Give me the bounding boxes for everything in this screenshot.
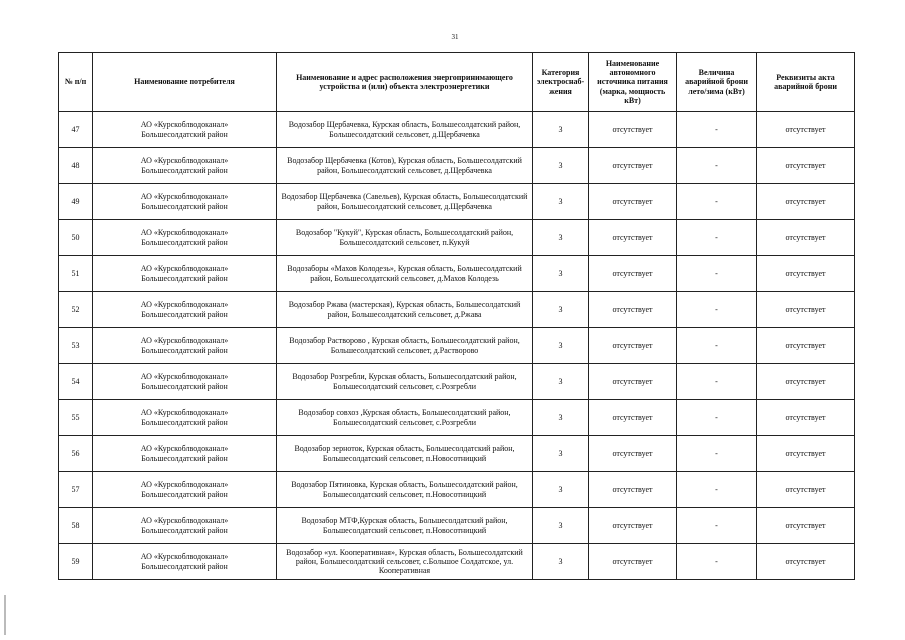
consumer-table (58, 52, 855, 580)
consumer-cell (93, 112, 277, 148)
reserve-cell: - (677, 328, 757, 364)
consumer-name: АО «Курскоблводоканал» (140, 444, 229, 454)
act-cell: отсутствует (757, 508, 855, 544)
act-cell: отсутствует (757, 328, 855, 364)
power-source-cell: отсутствует (589, 328, 677, 364)
consumer-cell (93, 436, 277, 472)
category-cell: 3 (533, 292, 589, 328)
power-source-cell: отсутствует (589, 148, 677, 184)
consumer-name: АО «Курскоблводоканал» (140, 408, 229, 418)
row-number: 54 (59, 364, 93, 400)
consumer-name: АО «Курскоблводоканал» (140, 552, 229, 562)
power-source-cell: отсутствует (589, 112, 677, 148)
power-source-cell: отсутствует (589, 220, 677, 256)
table-row (59, 364, 855, 400)
act-cell: отсутствует (757, 364, 855, 400)
consumer-cell (93, 364, 277, 400)
address-cell: Водозабор совхоз ,Курская область, Большесолдатский район, Большесолдатский сельсовет, с.Розгребли (277, 400, 533, 436)
consumer-name: АО «Курскоблводоканал» (140, 192, 229, 202)
header-act: Реквизиты акта аварийной брони (757, 53, 855, 112)
address-cell: Водозабор "Кукуй", Курская область, Большесолдатский район, Большесолдатский сельсовет, п.Кукуй (277, 220, 533, 256)
row-number: 59 (59, 544, 93, 580)
consumer-cell (93, 148, 277, 184)
act-cell: отсутствует (757, 148, 855, 184)
power-source-cell: отсутствует (589, 256, 677, 292)
consumer-district: Большесолдатский район (141, 237, 228, 247)
reserve-cell: - (677, 256, 757, 292)
power-source-cell: отсутствует (589, 508, 677, 544)
power-source-cell: отсутствует (589, 436, 677, 472)
reserve-cell: - (677, 220, 757, 256)
page-number: 31 (451, 33, 459, 41)
reserve-cell: - (677, 436, 757, 472)
table-header-row (59, 53, 855, 112)
consumer-district: Большесолдатский район (141, 273, 228, 283)
address-cell: Водозабор Растворово , Курская область, Большесолдатский район, Большесолдатский сельсовет, д.Растворово (277, 328, 533, 364)
power-source-cell: отсутствует (589, 364, 677, 400)
row-number: 53 (59, 328, 93, 364)
consumer-cell (93, 256, 277, 292)
table-row (59, 292, 855, 328)
reserve-cell: - (677, 544, 757, 580)
power-source-cell: отсутствует (589, 292, 677, 328)
address-cell: Водозабор Пятиновка, Курская область, Большесолдатский район, Большесолдатский сельсовет, п.Новосотницкий (277, 472, 533, 508)
table-body (59, 112, 855, 580)
address-cell: Водозабор Щербачевка, Курская область, Большесолдатский район, Большесолдатский сельсовет, д.Щербачевка (277, 112, 533, 148)
category-cell: 3 (533, 508, 589, 544)
address-cell: Водозабор Розгребли, Курская область, Большесолдатский район, Большесолдатский сельсовет, с.Розгребли (277, 364, 533, 400)
table-row (59, 544, 855, 580)
consumer-name: АО «Курскоблводоканал» (140, 372, 229, 382)
consumer-name: АО «Курскоблводоканал» (140, 264, 229, 274)
consumer-name: АО «Курскоблводоканал» (140, 156, 229, 166)
row-number: 50 (59, 220, 93, 256)
address-cell: Водозабор МТФ,Курская область, Большесолдатский район, Большесолдатский сельсовет, п.Новосотницкий (277, 508, 533, 544)
table-row (59, 256, 855, 292)
row-number: 55 (59, 400, 93, 436)
category-cell: 3 (533, 364, 589, 400)
consumer-district: Большесолдатский район (141, 309, 228, 319)
consumer-cell (93, 400, 277, 436)
act-cell: отсутствует (757, 436, 855, 472)
act-cell: отсутствует (757, 220, 855, 256)
consumer-cell (93, 184, 277, 220)
address-cell: Водозабор Щербачевка (Савельев), Курская область, Большесолдатский район, Большесолдатский сельсовет, д.Щербачевка (277, 184, 533, 220)
table-row (59, 328, 855, 364)
address-cell: Водозабор зерноток, Курская область, Большесолдатский район, Большесолдатский сельсовет, п.Новосотницкий (277, 436, 533, 472)
act-cell: отсутствует (757, 544, 855, 580)
reserve-cell: - (677, 292, 757, 328)
act-cell: отсутствует (757, 184, 855, 220)
act-cell: отсутствует (757, 256, 855, 292)
header-number: № п/п (59, 53, 93, 112)
consumer-name: АО «Курскоблводоканал» (140, 480, 229, 490)
header-category: Категория электроснаб-жения (533, 53, 589, 112)
address-cell: Водозаборы «Махов Колодезь», Курская область, Большесолдатский район, Большесолдатский сельсовет, д.Махов Колодезь (277, 256, 533, 292)
consumer-cell (93, 328, 277, 364)
reserve-cell: - (677, 508, 757, 544)
row-number: 57 (59, 472, 93, 508)
power-source-cell: отсутствует (589, 184, 677, 220)
row-number: 49 (59, 184, 93, 220)
row-number: 58 (59, 508, 93, 544)
consumer-cell (93, 292, 277, 328)
category-cell: 3 (533, 184, 589, 220)
consumer-district: Большесолдатский район (141, 381, 228, 391)
consumer-district: Большесолдатский район (141, 165, 228, 175)
consumer-name: АО «Курскоблводоканал» (140, 300, 229, 310)
table-row (59, 436, 855, 472)
header-power-source: Наименование автономного источника питания (марка, мощность кВт) (589, 53, 677, 112)
power-source-cell: отсутствует (589, 472, 677, 508)
consumer-name: АО «Курскоблводоканал» (140, 120, 229, 130)
row-number: 47 (59, 112, 93, 148)
consumer-district: Большесолдатский район (141, 561, 228, 571)
table-row (59, 508, 855, 544)
row-number: 52 (59, 292, 93, 328)
consumer-name: АО «Курскоблводоканал» (140, 516, 229, 526)
consumer-district: Большесолдатский район (141, 417, 228, 427)
address-cell: Водозабор Щербачевка (Котов), Курская область, Большесолдатский район, Большесолдатский сельсовет, д.Щербачевка (277, 148, 533, 184)
category-cell: 3 (533, 148, 589, 184)
consumer-district: Большесолдатский район (141, 201, 228, 211)
consumer-name: АО «Курскоблводоканал» (140, 228, 229, 238)
reserve-cell: - (677, 184, 757, 220)
category-cell: 3 (533, 400, 589, 436)
table-row (59, 184, 855, 220)
row-number: 51 (59, 256, 93, 292)
consumer-name: АО «Курскоблводоканал» (140, 336, 229, 346)
power-source-cell: отсутствует (589, 400, 677, 436)
reserve-cell: - (677, 148, 757, 184)
header-address: Наименование и адрес расположения энергопринимающего устройства и (или) объекта электроэнергетики (277, 53, 533, 112)
consumer-cell (93, 472, 277, 508)
table-row (59, 220, 855, 256)
category-cell: 3 (533, 544, 589, 580)
reserve-cell: - (677, 400, 757, 436)
table-row (59, 472, 855, 508)
category-cell: 3 (533, 328, 589, 364)
act-cell: отсутствует (757, 472, 855, 508)
category-cell: 3 (533, 220, 589, 256)
address-cell: Водозабор «ул. Кооперативная», Курская область, Большесолдатский район, Большесолдатский сельсовет, с.Большое Солдатское, ул. Кооперативная (277, 544, 533, 580)
reserve-cell: - (677, 472, 757, 508)
table-row (59, 400, 855, 436)
consumer-cell (93, 508, 277, 544)
consumer-district: Большесолдатский район (141, 489, 228, 499)
header-consumer: Наименование потребителя (93, 53, 277, 112)
reserve-cell: - (677, 364, 757, 400)
table-row (59, 148, 855, 184)
category-cell: 3 (533, 436, 589, 472)
consumer-district: Большесолдатский район (141, 525, 228, 535)
category-cell: 3 (533, 256, 589, 292)
row-number: 48 (59, 148, 93, 184)
table-row (59, 112, 855, 148)
category-cell: 3 (533, 472, 589, 508)
consumer-district: Большесолдатский район (141, 453, 228, 463)
address-cell: Водозабор Ржава (мастерская), Курская область, Большесолдатский район, Большесолдатский сельсовет, д.Ржава (277, 292, 533, 328)
consumer-cell (93, 220, 277, 256)
reserve-cell: - (677, 112, 757, 148)
act-cell: отсутствует (757, 292, 855, 328)
power-source-cell: отсутствует (589, 544, 677, 580)
act-cell: отсутствует (757, 400, 855, 436)
row-number: 56 (59, 436, 93, 472)
consumer-district: Большесолдатский район (141, 345, 228, 355)
consumer-district: Большесолдатский район (141, 129, 228, 139)
category-cell: 3 (533, 112, 589, 148)
header-reserve: Величина аварийной брони лето/зима (кВт) (677, 53, 757, 112)
consumer-cell (93, 544, 277, 580)
scan-edge-mark (4, 595, 6, 635)
act-cell: отсутствует (757, 112, 855, 148)
